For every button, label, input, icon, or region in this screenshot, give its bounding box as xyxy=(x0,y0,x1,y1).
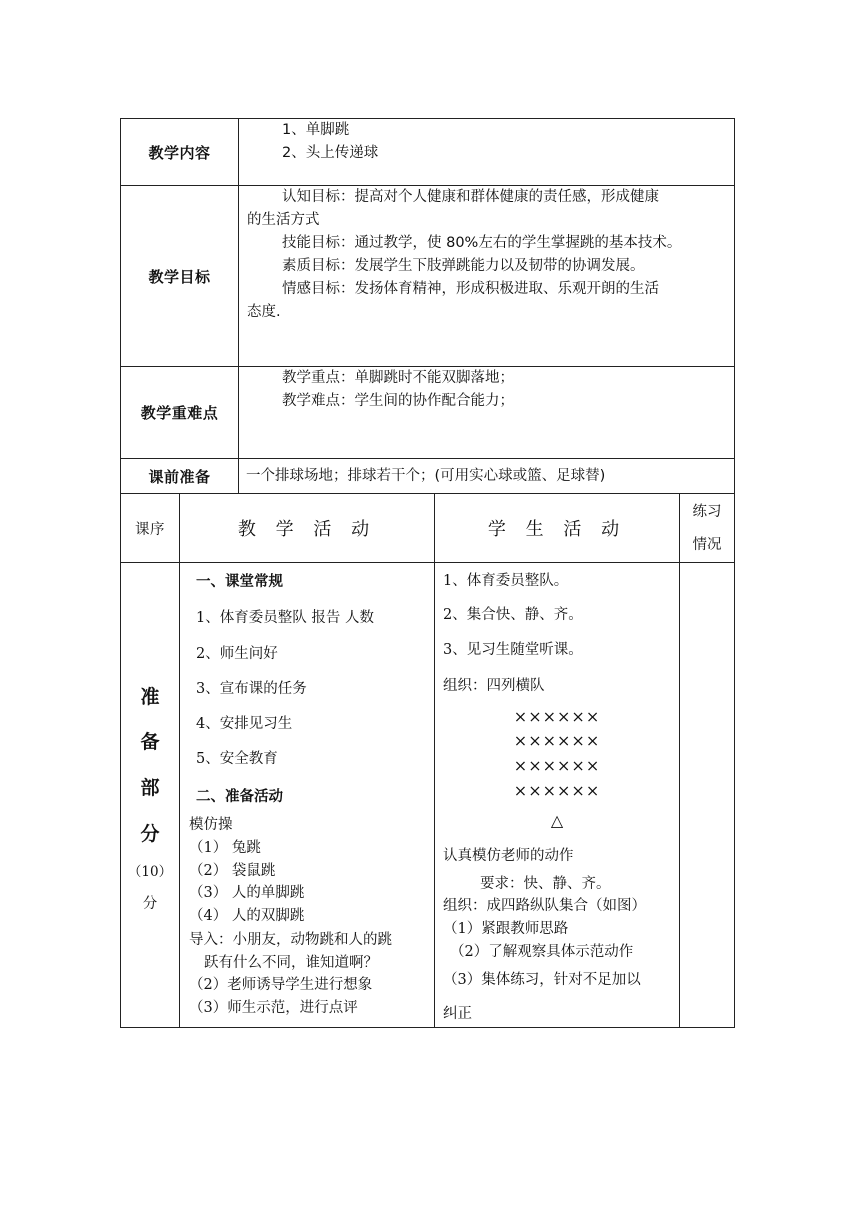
prep-text: 一个排球场地；排球若干个；(可用实心球或篮、足球替) xyxy=(246,468,606,484)
prep-label: 课前准备 xyxy=(148,467,211,486)
rule xyxy=(734,118,735,1028)
routine-item-1: 1、体育委员整队 报告 人数 xyxy=(196,610,374,626)
routine-item-3: 3、宣布课的任务 xyxy=(196,681,307,697)
follow-3b: 纠正 xyxy=(443,1006,472,1022)
goal-cognitive: 认知目标：提高对个人健康和群体健康的责任感，形成健康 xyxy=(282,189,659,205)
imitation-item-3: （3） 人的单脚跳 xyxy=(189,885,305,901)
routine-title: 一、课堂常规 xyxy=(196,573,283,590)
imitation-label: 模仿操 xyxy=(189,817,233,833)
follow-2: （2）了解观察具体示范动作 xyxy=(450,944,634,960)
difficult-point: 教学难点：学生间的协作配合能力； xyxy=(282,393,514,409)
rule xyxy=(120,562,735,563)
goal-skill: 技能目标：通过教学，使 80%左右的学生掌握跳的基本技术。 xyxy=(282,235,682,251)
student-activity-header: 学 生 活 动 xyxy=(487,519,627,540)
goals-label: 教学目标 xyxy=(148,267,211,286)
rule xyxy=(679,493,680,1028)
imitation-item-4: （4） 人的双脚跳 xyxy=(189,908,305,924)
routine-item-5: 5、安全教育 xyxy=(196,751,278,767)
formation-row-4: ×××××× xyxy=(513,781,601,800)
follow-1: （1）紧跟教师思路 xyxy=(443,921,569,937)
rule xyxy=(179,493,180,1028)
section-char-4: 分 xyxy=(140,823,160,845)
routine-item-4: 4、安排见习生 xyxy=(196,716,293,732)
section-char-1: 准 xyxy=(140,686,160,708)
follow-3a: （3）集体练习，针对不足加以 xyxy=(443,972,641,988)
org2-text: 组织：成四路纵队集合（如图） xyxy=(443,898,646,914)
student-item-2: 2、集合快、静、齐。 xyxy=(443,607,583,623)
student-item-3: 3、见习生随堂听课。 xyxy=(443,642,583,658)
imitation-item-1: （1） 兔跳 xyxy=(189,840,261,856)
goal-quality: 素质目标：发展学生下肢弹跳能力以及韧带的协调发展。 xyxy=(282,258,645,274)
section-char-3: 部 xyxy=(140,777,160,799)
intro-line-2: 跃有什么不同，谁知道啊？ xyxy=(204,955,378,971)
section-unit: 分 xyxy=(142,896,158,912)
goal-emotion: 情感目标：发扬体育精神，形成积极进取、乐观开朗的生活 xyxy=(282,281,659,297)
formation-row-3: ×××××× xyxy=(513,756,601,775)
imitation-item-2: （2） 袋鼠跳 xyxy=(189,863,276,879)
section-char-2: 备 xyxy=(140,731,160,753)
keypoints-label: 教学重难点 xyxy=(140,404,219,422)
student-item-1: 1、体育委员整队。 xyxy=(443,573,569,589)
key-point: 教学重点：单脚跳时不能双脚落地； xyxy=(282,370,514,386)
formation-row-2: ×××××× xyxy=(513,731,601,750)
teacher-mark: △ xyxy=(550,811,564,830)
step-3: （3）师生示范，进行点评 xyxy=(189,1000,358,1016)
formation-label: 组织：四列横队 xyxy=(443,678,545,694)
teaching-activity-header: 教 学 活 动 xyxy=(237,519,377,540)
order-header: 课序 xyxy=(135,521,165,538)
routine-item-2: 2、师生问好 xyxy=(196,646,278,662)
goal-cognitive-cont: 的生活方式 xyxy=(247,212,320,228)
intro-line-1: 导入：小朋友，动物跳和人的跳 xyxy=(189,932,392,948)
rule xyxy=(238,118,239,493)
imitate-text: 认真模仿老师的动作 xyxy=(443,848,574,864)
formation-row-1: ×××××× xyxy=(513,707,601,726)
practice-header-1: 练习 xyxy=(692,504,722,520)
practice-header-2: 情况 xyxy=(692,537,722,553)
section-duration: （10） xyxy=(127,864,173,880)
goal-emotion-cont: 态度. xyxy=(247,304,281,320)
warmup-title: 二、准备活动 xyxy=(196,788,283,805)
content-line-2: 2、头上传递球 xyxy=(282,145,379,161)
step-2: （2）老师诱导学生进行想象 xyxy=(189,977,373,993)
content-line-1: 1、单脚跳 xyxy=(282,122,350,138)
requirement-text: 要求：快、静、齐。 xyxy=(480,876,611,892)
content-label: 教学内容 xyxy=(148,143,211,162)
rule xyxy=(120,1027,735,1028)
